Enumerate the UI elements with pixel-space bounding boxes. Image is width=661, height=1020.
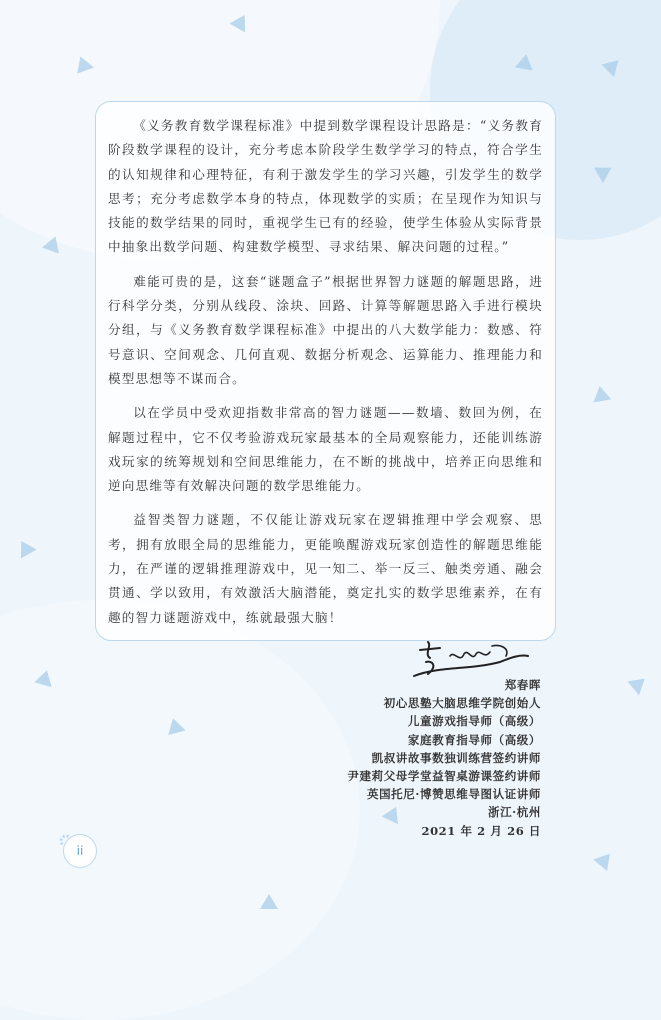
author-title: 凯叔讲故事数独训练营签约讲师 [371,750,541,765]
triangle-decoration [593,848,616,871]
preface-card [95,101,556,641]
author-date: 2021 年 2 月 26 日 [421,823,541,838]
triangle-decoration [260,894,278,909]
author-title: 儿童游戏指导师（高级） [407,714,541,729]
preface-paragraph: 以在学员中受欢迎指数非常高的智力谜题——数墙、数回为例，在解题过程中，它不仅考验游戏玩家最基本的全局观察能力，还能训练游戏玩家的统筹规划和空间思维能力，在不断的挑战中，培养正向思维和逆向思维等有效解决问题的数学思维能力。 [108,405,543,494]
background-blob [0,600,360,1020]
author-title: 尹建莉父母学堂益智桌游课签约讲师 [347,769,541,784]
triangle-decoration [515,53,535,71]
author-place: 浙江·杭州 [487,805,541,820]
author-title: 初心思塾大脑思维学院创始人 [383,696,541,711]
preface-paragraph: 难能可贵的是，这套“谜题盒子”根据世界智力谜题的解题思路，进行科学分类，分别从线段、涂块、回路、计算等解题思路入手进行模块分组，与《义务教育数学课程标准》中提出的八大数学能力：数感、符号意识、空间观念、几何直观、数据分析观念、运算能力、推理能力和模型思想等不谋而合。 [108,273,543,386]
signature-block [347,676,541,840]
triangle-decoration [13,537,36,559]
handwritten-signature [410,636,530,680]
preface-paragraph: 益智类智力谜题，不仅能让游戏玩家在逻辑推理中学会观察、思考，拥有放眼全局的思维能力，更能唤醒游戏玩家创造性的解题思维能力，在严谨的逻辑推理游戏中，见一知二、举一反三、触类旁通、融会贯通、学以致用，有效激活大脑潜能，奠定扎实的数学思维素养，在有趣的智力谜题游戏中，练就最强大脑！ [108,512,543,625]
author-title: 英国托尼·博赞思维导图认证讲师 [366,787,541,802]
author-title: 家庭教育指导师（高级） [407,732,541,747]
preface-paragraph: 《义务教育数学课程标准》中提到数学课程设计思路是：“义务教育阶段数学课程的设计，充分考虑本阶段学生数学学习的特点，符合学生的认知规律和心理特征，有利于激发学生的学习兴趣，引发学生的数学思考；充分考虑数学本身的特点，体现数学的实质；在呈现作为知识与技能的数学结果的同时，重视学生已有的经验，使学生体验从实际背景中抽象出数学问题、构建数学模型、寻求结果、解决问题的过程。” [108,118,543,255]
triangle-decoration [591,385,611,403]
triangle-decoration [627,672,650,695]
author-name: 郑春晖 [504,678,541,692]
page-number: ii [63,834,97,868]
